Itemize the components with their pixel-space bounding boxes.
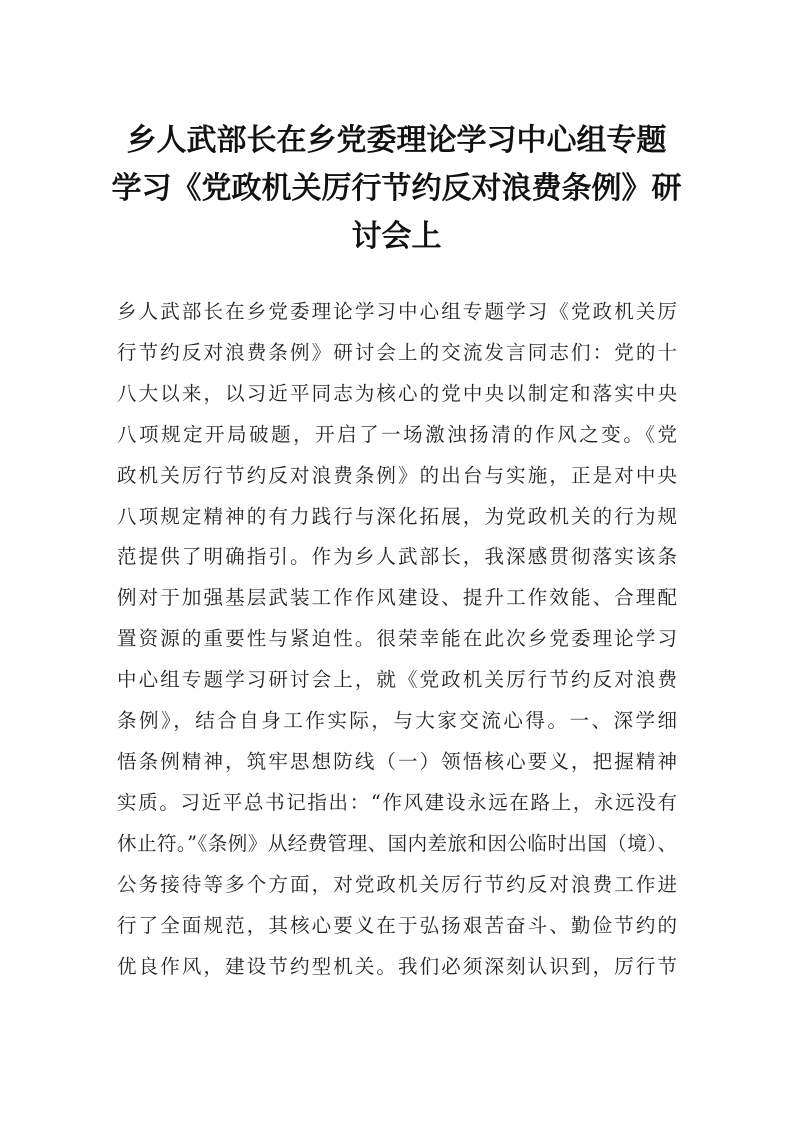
body-line: 乡人武部长在乡党委理论学习中心组专题学习《党政机关厉 xyxy=(117,300,677,323)
body-line: 实质。习近平总书记指出：“作风建设永远在路上，永远没有 xyxy=(117,790,677,814)
body-line: 八项规定开局破题，开启了一场激浊扬清的作风之变。《党 xyxy=(117,422,677,446)
document-title xyxy=(100,117,693,261)
body-line: 八大以来，以习近平同志为核心的党中央以制定和落实中央 xyxy=(117,381,677,405)
body-line: 政机关厉行节约反对浪费条例》的出台与实施，正是对中央 xyxy=(117,463,677,487)
body-line: 八项规定精神的有力践行与深化拓展，为党政机关的行为规 xyxy=(117,504,677,528)
body-line: 中心组专题学习研讨会上，就《党政机关厉行节约反对浪费 xyxy=(117,668,677,692)
title-line: 乡人武部长在乡党委理论学习中心组专题 xyxy=(126,123,667,158)
body-line: 优良作风，建设节约型机关。我们必须深刻认识到，厉行节 xyxy=(117,954,677,978)
body-line: 休止符。”《条例》从经费管理、国内差旅和因公临时出国（境）、 xyxy=(117,831,677,855)
body-line: 置资源的重要性与紧迫性。很荣幸能在此次乡党委理论学习 xyxy=(117,627,677,651)
body-line: 例对于加强基层武装工作作风建设、提升工作效能、合理配 xyxy=(117,586,677,610)
body-line: 行了全面规范，其核心要义在于弘扬艰苦奋斗、勤俭节约的 xyxy=(117,913,677,937)
body-line: 范提供了明确指引。作为乡人武部长，我深感贯彻落实该条 xyxy=(117,545,677,569)
body-line: 条例》，结合自身工作实际，与大家交流心得。一、深学细 xyxy=(117,709,677,733)
body-line: 悟条例精神，筑牢思想防线（一）领悟核心要义，把握精神 xyxy=(117,749,677,773)
title-line: 讨会上 xyxy=(351,219,442,254)
title-line: 学习《党政机关厉行节约反对浪费条例》研 xyxy=(111,171,682,206)
body-line: 公务接待等多个方面，对党政机关厉行节约反对浪费工作进 xyxy=(117,872,677,896)
body-line: 行节约反对浪费条例》研讨会上的交流发言同志们：党的十 xyxy=(117,340,677,364)
body-paragraph xyxy=(117,292,677,987)
